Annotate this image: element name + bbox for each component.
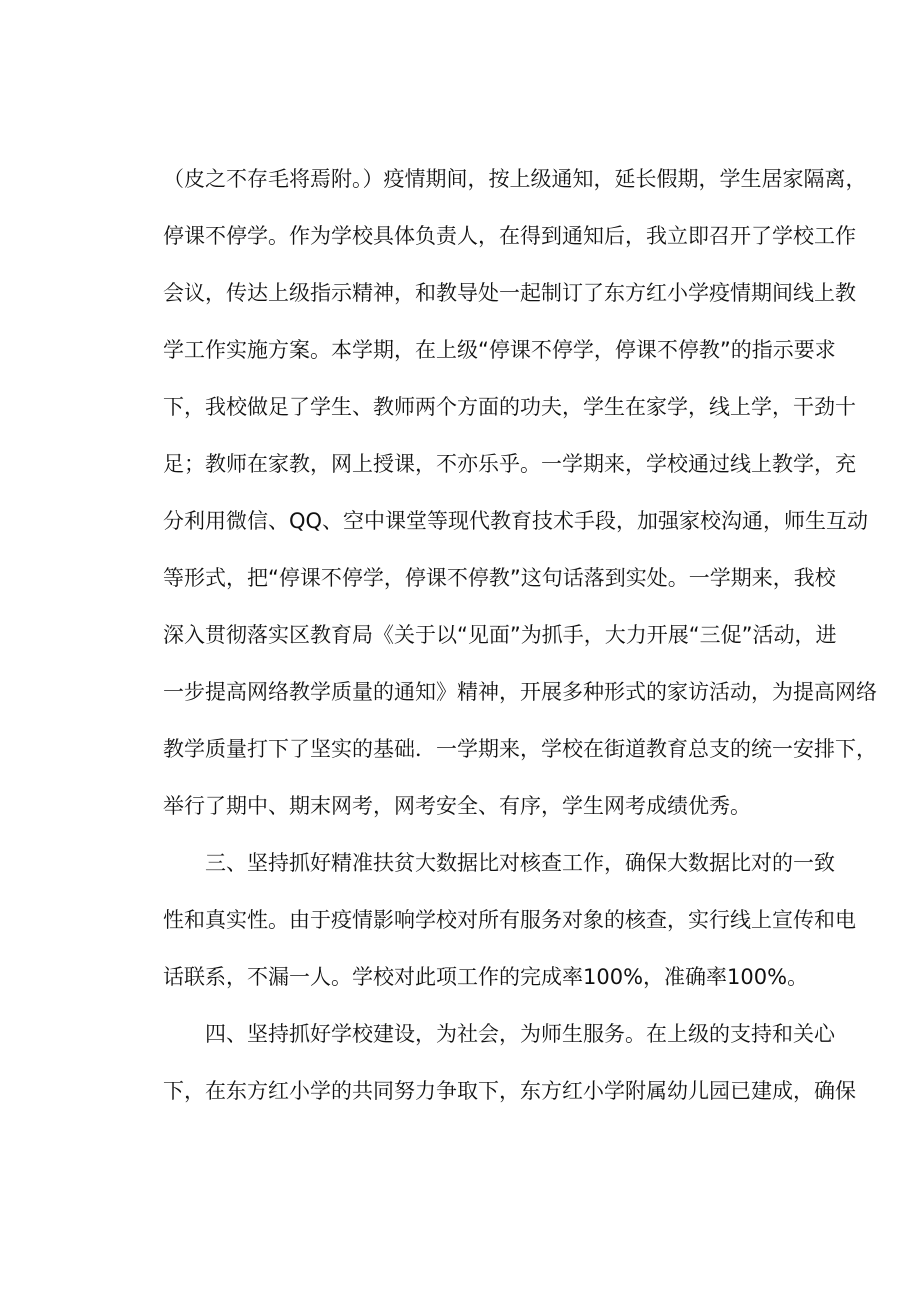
text-line: 深入贯彻落实区教育局《关于以“见面”为抓手，大力开展“三促”活动，进 [163,623,837,647]
text-line: 举行了期中、期末网考，网考安全、有序，学生网考成绩优秀。 [163,794,751,818]
text-line: 一步提高网络教学质量的通知》精神，开展多种形式的家访活动，为提高网络 [163,680,877,704]
text-line: 下，在东方红小学的共同努力争取下，东方红小学附属幼儿园已建成，确保 [163,1079,856,1103]
text-line: 下，我校做足了学生、教师两个方面的功夫，学生在家学，线上学，干劲十 [163,395,856,419]
text-line: 分利用微信、QQ、空中课堂等现代教育技术手段，加强家校沟通，师生互动 [163,509,869,533]
text-line: 四、坚持抓好学校建设，为社会，为师生服务。在上级的支持和关心 [205,1022,835,1046]
text-line: 性和真实性。由于疫情影响学校对所有服务对象的核查，实行线上宣传和电 [163,908,856,932]
text-line: 学工作实施方案。本学期，在上级“停课不停学，停课不停教”的指示要求 [163,338,836,362]
text-line: 三、坚持抓好精准扶贫大数据比对核查工作，确保大数据比对的一致 [205,851,835,875]
text-line: 足；教师在家教，网上授课，不亦乐乎。一学期来，学校通过线上教学，充 [163,452,856,476]
text-line: 停课不停学。作为学校具体负责人，在得到通知后，我立即召开了学校工作 [163,224,856,248]
text-line: 会议，传达上级指示精神，和教导处一起制订了东方红小学疫情期间线上教 [163,281,856,305]
text-line: 等形式，把“停课不停学，停课不停教”这句话落到实处。一学期来，我校 [163,566,836,590]
text-line: 话联系，不漏一人。学校对此项工作的完成率100%，准确率100%。 [163,965,809,989]
text-line: 教学质量打下了坚实的基础．一学期来，学校在街道教育总支的统一安排下， [163,737,877,761]
text-line: （皮之不存毛将焉附。）疫情期间，按上级通知，延长假期，学生居家隔离， [163,167,867,191]
